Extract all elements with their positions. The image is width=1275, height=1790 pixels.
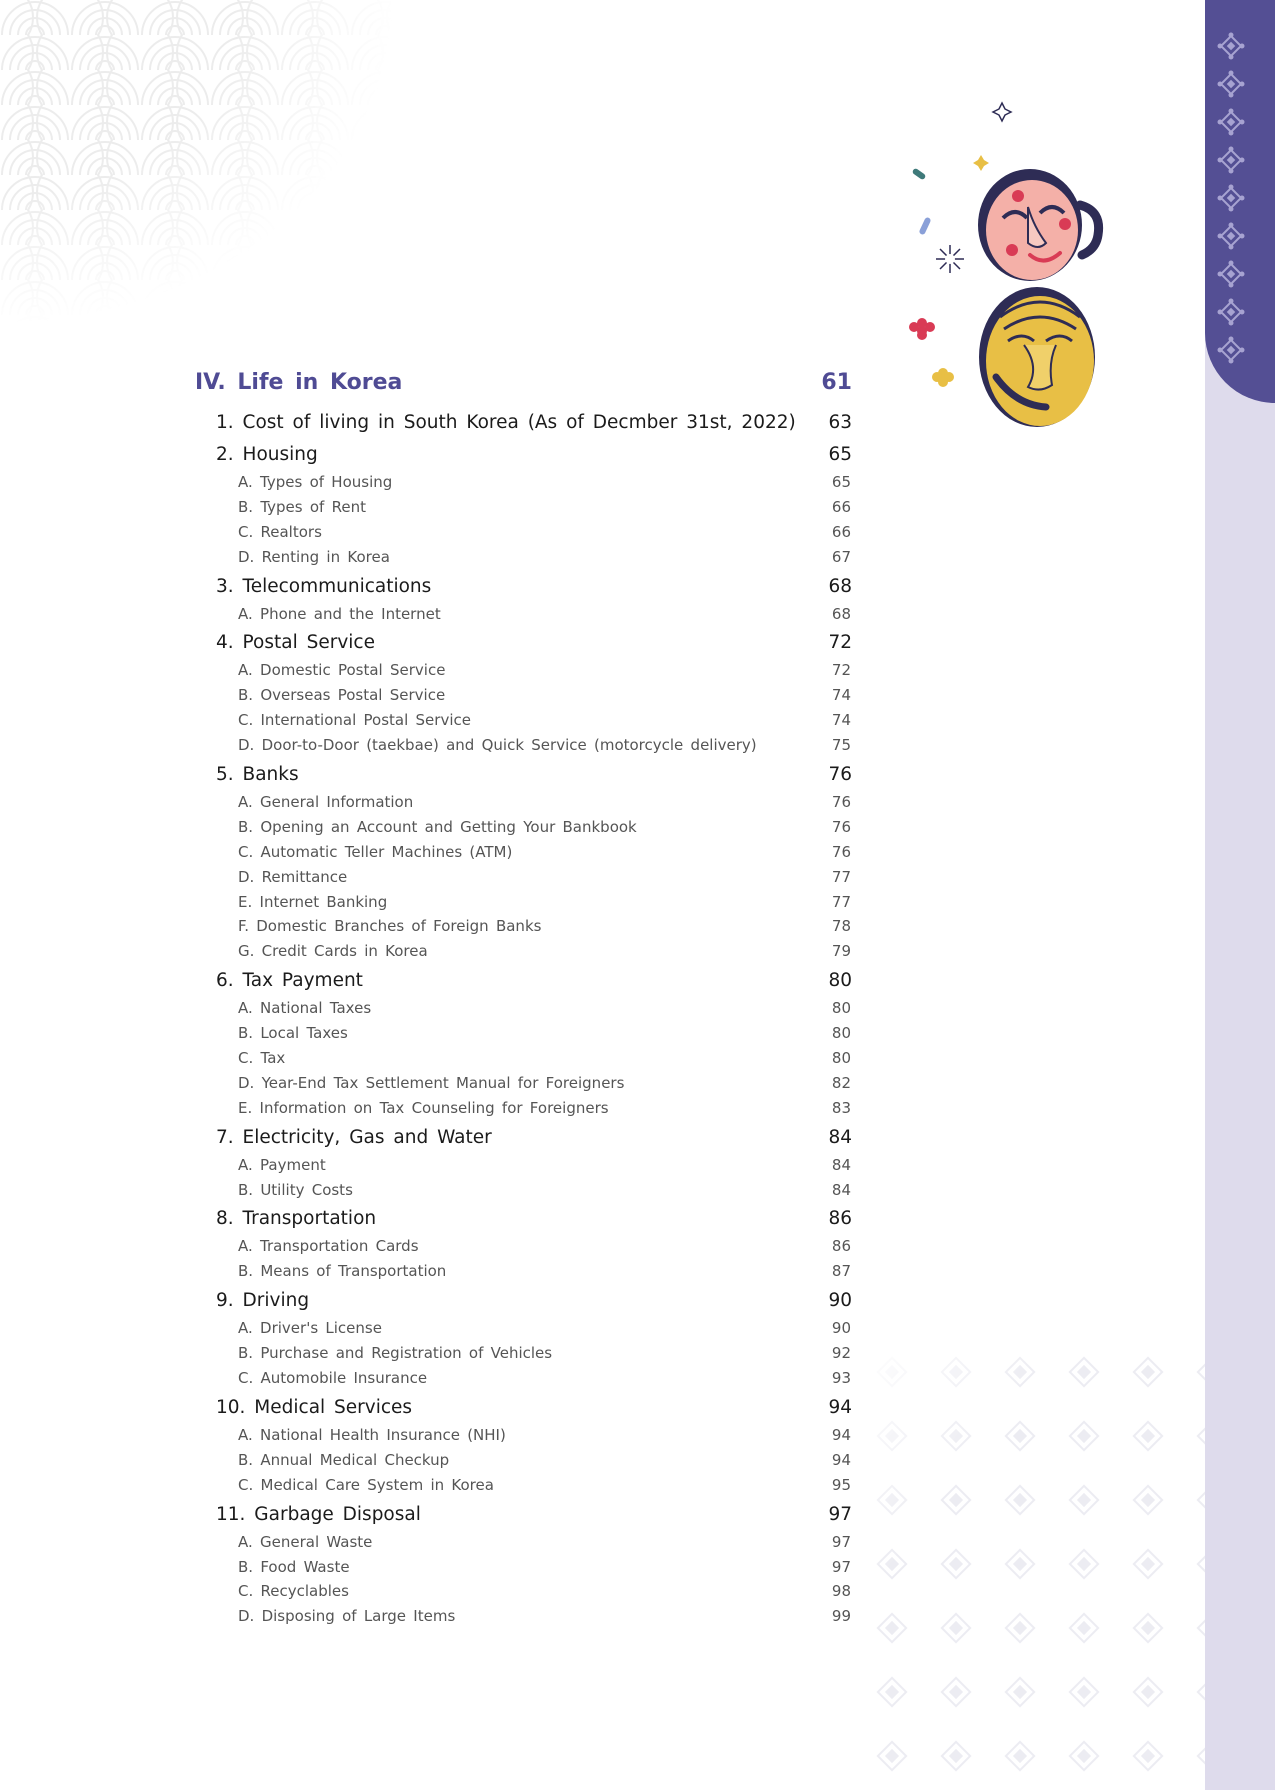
chapter-page: 72 xyxy=(828,632,852,654)
subsection-page: 93 xyxy=(831,1369,851,1388)
toc-subsection[interactable] xyxy=(195,890,852,915)
chapter-title: 6. Tax Payment xyxy=(216,970,363,992)
toc-chapter[interactable] xyxy=(195,1504,852,1530)
toc-subsection[interactable] xyxy=(195,996,852,1021)
subsection-title: B. Annual Medical Checkup xyxy=(238,1450,450,1469)
chapter-page: 65 xyxy=(828,444,852,465)
chapter-title: 10. Medical Services xyxy=(216,1396,413,1418)
toc-subsection[interactable] xyxy=(195,1604,852,1629)
toc-chapter[interactable] xyxy=(195,970,852,996)
toc-subsection[interactable] xyxy=(195,658,852,683)
toc-subsection[interactable] xyxy=(195,470,852,495)
toc-subsection[interactable] xyxy=(195,1234,852,1259)
toc-subsection[interactable] xyxy=(195,1153,852,1178)
subsection-page: 86 xyxy=(831,1237,851,1256)
toc-subsection[interactable] xyxy=(195,708,852,733)
subsection-title: D. Year-End Tax Settlement Manual for Foreigners xyxy=(238,1073,625,1092)
chapter-title: 4. Postal Service xyxy=(216,632,375,654)
subsection-title: B. Utility Costs xyxy=(238,1180,353,1199)
subsection-page: 67 xyxy=(831,547,851,566)
toc-subsection[interactable] xyxy=(195,939,852,964)
subsection-page: 66 xyxy=(831,497,851,516)
subsection-title: C. Recyclables xyxy=(238,1582,349,1601)
toc-subsection[interactable] xyxy=(195,840,852,865)
chapter-title: 9. Driving xyxy=(216,1290,310,1312)
subsection-page: 82 xyxy=(831,1073,851,1092)
chapter-list xyxy=(195,412,852,1629)
toc-subsection[interactable] xyxy=(195,1448,852,1473)
subsection-page: 74 xyxy=(831,711,851,730)
subsection-title: A. Transportation Cards xyxy=(238,1237,419,1256)
subsection-title: B. Overseas Postal Service xyxy=(238,686,446,705)
diamond-pattern xyxy=(860,1340,1205,1790)
subsection-title: B. Local Taxes xyxy=(238,1024,348,1043)
subsection-page: 84 xyxy=(831,1155,851,1174)
toc-chapter[interactable] xyxy=(195,444,852,470)
subsection-page: 95 xyxy=(831,1475,851,1494)
subsection-page: 65 xyxy=(831,473,851,491)
chapter-page: 86 xyxy=(828,1208,852,1230)
toc-subsection[interactable] xyxy=(195,914,852,939)
part-page: 61 xyxy=(821,370,852,395)
toc-chapter[interactable] xyxy=(195,764,852,790)
toc-subsection[interactable] xyxy=(195,1046,852,1071)
part-heading[interactable] xyxy=(195,370,852,406)
toc-subsection[interactable] xyxy=(195,520,852,545)
subsection-page: 80 xyxy=(831,999,851,1018)
toc-subsection[interactable] xyxy=(195,545,852,570)
toc-subsection[interactable] xyxy=(195,1530,852,1555)
subsection-title: A. National Taxes xyxy=(238,999,372,1018)
chapter-page: 97 xyxy=(828,1503,852,1525)
chapter-page: 94 xyxy=(828,1396,852,1418)
subsection-title: B. Food Waste xyxy=(238,1557,350,1576)
subsection-page: 76 xyxy=(831,817,851,836)
subsection-title: A. General Information xyxy=(238,793,414,812)
toc-subsection[interactable] xyxy=(195,1071,852,1096)
subsection-title: C. Tax xyxy=(238,1049,286,1068)
subsection-title: B. Types of Rent xyxy=(238,497,366,516)
toc-subsection[interactable] xyxy=(195,733,852,758)
subsection-title: A. Payment xyxy=(238,1155,326,1174)
subsection-page: 72 xyxy=(831,661,851,680)
subsection-title: F. Domestic Branches of Foreign Banks xyxy=(238,917,542,936)
subsection-page: 80 xyxy=(831,1049,851,1068)
subsection-page: 90 xyxy=(831,1319,851,1338)
subsection-title: A. Phone and the Internet xyxy=(238,604,441,623)
toc-subsection[interactable] xyxy=(195,1423,852,1448)
subsection-title: C. Realtors xyxy=(238,522,322,541)
toc-subsection[interactable] xyxy=(195,1178,852,1203)
subsection-page: 87 xyxy=(831,1262,851,1281)
subsection-title: B. Means of Transportation xyxy=(238,1262,447,1281)
toc-chapter[interactable] xyxy=(195,1127,852,1153)
toc-chapter[interactable] xyxy=(195,1208,852,1234)
subsection-page: 94 xyxy=(831,1450,851,1469)
toc-chapter[interactable] xyxy=(195,412,852,438)
side-tab xyxy=(1205,0,1275,403)
table-of-contents xyxy=(195,370,852,1629)
subsection-title: D. Renting in Korea xyxy=(238,547,390,566)
subsection-page: 79 xyxy=(831,942,851,961)
toc-subsection[interactable] xyxy=(195,1096,852,1121)
subsection-title: C. International Postal Service xyxy=(238,711,471,730)
toc-subsection[interactable] xyxy=(195,1316,852,1341)
chapter-title: 5. Banks xyxy=(216,764,299,786)
chapter-page: 76 xyxy=(828,764,852,786)
subsection-title: G. Credit Cards in Korea xyxy=(238,942,428,961)
subsection-page: 68 xyxy=(831,604,851,623)
subsection-title: D. Remittance xyxy=(238,867,348,886)
toc-subsection[interactable] xyxy=(195,1341,852,1366)
subsection-title: B. Purchase and Registration of Vehicles xyxy=(238,1344,553,1363)
toc-chapter[interactable] xyxy=(195,1290,852,1316)
toc-subsection[interactable] xyxy=(195,1259,852,1284)
subsection-page: 76 xyxy=(831,793,851,812)
chapter-title: 11. Garbage Disposal xyxy=(216,1503,421,1525)
toc-subsection[interactable] xyxy=(195,1473,852,1498)
subsection-page: 76 xyxy=(831,842,851,861)
subsection-page: 77 xyxy=(831,867,851,886)
toc-subsection[interactable] xyxy=(195,495,852,520)
toc-subsection[interactable] xyxy=(195,1366,852,1391)
toc-subsection[interactable] xyxy=(195,1555,852,1580)
subsection-page: 75 xyxy=(831,736,851,755)
chapter-page: 68 xyxy=(828,575,852,597)
subsection-page: 97 xyxy=(831,1557,851,1576)
subsection-title: A. Types of Housing xyxy=(238,473,393,491)
subsection-page: 92 xyxy=(831,1344,851,1363)
subsection-title: B. Opening an Account and Getting Your Bankbook xyxy=(238,817,637,836)
subsection-page: 80 xyxy=(831,1024,851,1043)
chapter-page: 90 xyxy=(828,1290,852,1312)
chapter-title: 8. Transportation xyxy=(216,1208,377,1230)
subsection-title: A. National Health Insurance (NHI) xyxy=(238,1425,506,1444)
chapter-page: 63 xyxy=(828,412,852,433)
subsection-page: 98 xyxy=(831,1582,851,1601)
toc-chapter[interactable] xyxy=(195,576,852,602)
toc-subsection[interactable] xyxy=(195,815,852,840)
subsection-title: C. Medical Care System in Korea xyxy=(238,1475,494,1494)
subsection-page: 83 xyxy=(831,1098,851,1117)
subsection-title: D. Door-to-Door (taekbae) and Quick Service (motorcycle delivery) xyxy=(238,736,757,755)
part-title: IV. Life in Korea xyxy=(195,370,403,395)
subsection-title: C. Automobile Insurance xyxy=(238,1369,428,1388)
subsection-title: A. Driver's License xyxy=(238,1319,382,1338)
toc-subsection[interactable] xyxy=(195,683,852,708)
toc-subsection[interactable] xyxy=(195,865,852,890)
subsection-page: 97 xyxy=(831,1532,851,1551)
chapter-title: 1. Cost of living in South Korea (As of Decmber 31st, 2022) xyxy=(216,412,796,433)
subsection-page: 99 xyxy=(831,1607,851,1626)
subsection-page: 84 xyxy=(831,1180,851,1199)
chapter-page: 80 xyxy=(828,970,852,992)
toc-subsection[interactable] xyxy=(195,1021,852,1046)
toc-chapter[interactable] xyxy=(195,632,852,658)
subsection-title: C. Automatic Teller Machines (ATM) xyxy=(238,842,513,861)
subsection-page: 74 xyxy=(831,686,851,705)
subsection-page: 66 xyxy=(831,522,851,541)
toc-chapter[interactable] xyxy=(195,1397,852,1423)
subsection-page: 94 xyxy=(831,1425,851,1444)
subsection-page: 77 xyxy=(831,892,851,911)
toc-subsection[interactable] xyxy=(195,790,852,815)
chapter-page: 84 xyxy=(828,1126,852,1148)
toc-subsection[interactable] xyxy=(195,1579,852,1604)
subsection-title: A. Domestic Postal Service xyxy=(238,661,446,680)
chapter-title: 3. Telecommunications xyxy=(216,575,432,597)
subsection-title: E. Internet Banking xyxy=(238,892,388,911)
toc-subsection[interactable] xyxy=(195,602,852,627)
subsection-page: 78 xyxy=(831,917,851,936)
subsection-title: E. Information on Tax Counseling for Foreigners xyxy=(238,1098,609,1117)
subsection-title: A. General Waste xyxy=(238,1532,373,1551)
chapter-title: 7. Electricity, Gas and Water xyxy=(216,1126,492,1148)
chapter-title: 2. Housing xyxy=(216,444,318,465)
korean-masks-icon xyxy=(900,95,1120,440)
wave-pattern xyxy=(0,0,395,325)
subsection-title: D. Disposing of Large Items xyxy=(238,1607,456,1626)
